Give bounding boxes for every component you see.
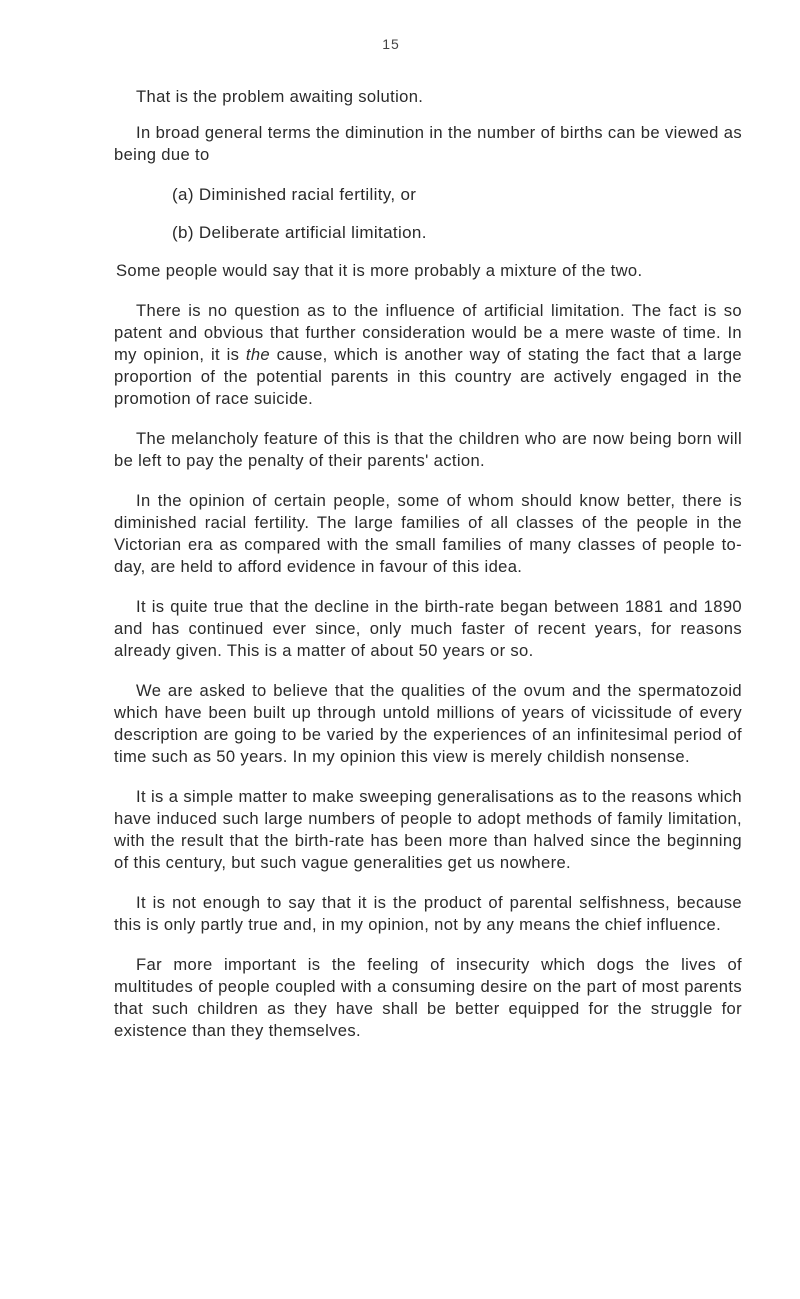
paragraph-text: cause, which is another way of stating the fact that a large proportion of the potential parents in this country are actively engaged in the promotion of race suicide.: [114, 345, 742, 408]
paragraph: In broad general terms the diminution in the number of births can be viewed as being due to: [114, 123, 742, 164]
paragraph: It is quite true that the decline in the birth-rate began between 1881 and 1890 and has continued ever since, only much faster of recent years, for reasons already given. This is a matter of about 50 years or so.: [114, 597, 742, 660]
paragraph: [114, 300, 742, 410]
body-text: [114, 86, 742, 1042]
paragraph: Far more important is the feeling of insecurity which dogs the lives of multitudes of people coupled with a consuming desire on the part of most parents that such children as they have shall be better equipped for the struggle for existence than they themselves.: [114, 955, 742, 1040]
list-item-b: (b) Deliberate artificial limitation.: [172, 223, 427, 242]
paragraph: It is not enough to say that it is the product of parental selfishness, because this is only partly true and, in my opinion, not by any means the chief influence.: [114, 893, 742, 934]
paragraph: It is a simple matter to make sweeping generalisations as to the reasons which have induced such large numbers of people to adopt methods of family limitation, with the result that the birth-rate has been more than halved since the beginning of this century, but such vague generalities get us nowhere.: [114, 787, 742, 872]
paragraph: We are asked to believe that the qualities of the ovum and the spermatozoid which have been built up through untold millions of years of vicissitude of every description are going to be varied by the experiences of an infinitesimal period of time such as 50 years. In my opinion this view is merely childish nonsense.: [114, 681, 742, 766]
emphasis-the: the: [245, 345, 271, 364]
page-number: 15: [382, 36, 400, 52]
paragraph: That is the problem awaiting solution.: [136, 87, 424, 106]
paragraph: In the opinion of certain people, some of whom should know better, there is diminished racial fertility. The large families of all classes of the people in the Victorian era as compared with the small families of many classes of people to-day, are held to afford evidence in favour of this idea.: [114, 491, 742, 576]
paragraph: Some people would say that it is more probably a mixture of the two.: [116, 261, 643, 280]
paragraph-text: There is no question as to the influence of artificial limitation. The fact is so patent and obvious that further consideration would be a mere waste of time. In my opinion, it is: [114, 301, 742, 364]
paragraph: The melancholy feature of this is that the children who are now being born will be left to pay the penalty of their parents' action.: [114, 429, 742, 470]
list-item-a: (a) Diminished racial fertility, or: [172, 185, 417, 204]
